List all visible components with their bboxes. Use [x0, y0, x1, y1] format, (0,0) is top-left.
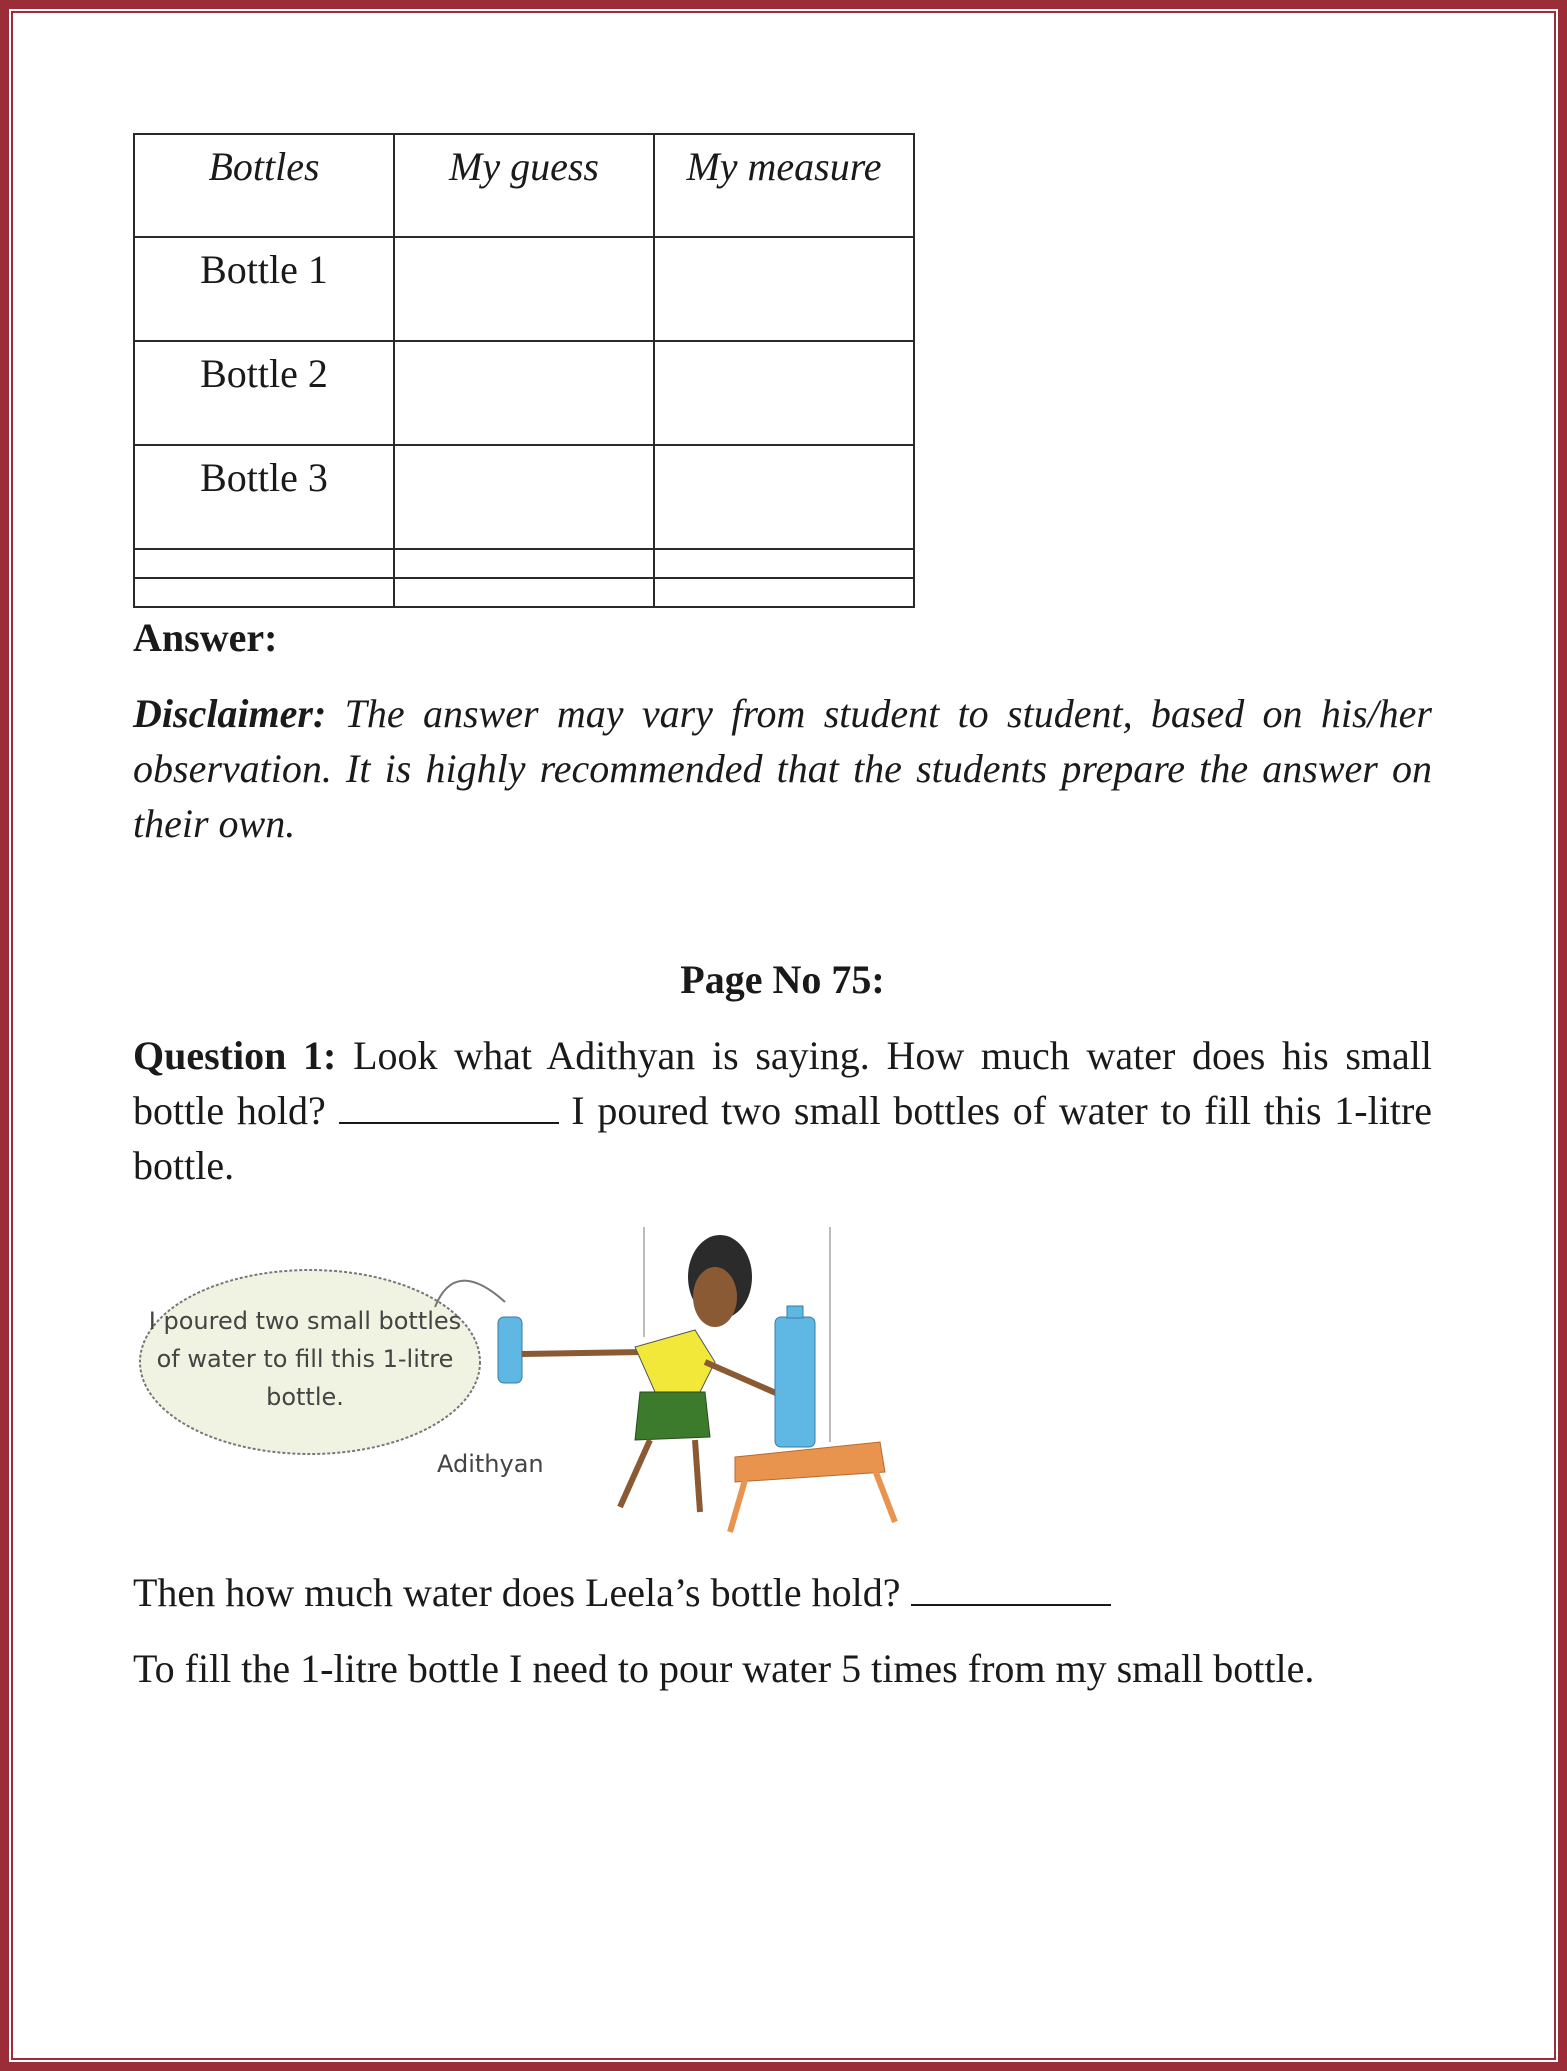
character-name: Adithyan: [437, 1450, 544, 1478]
table-row: [134, 445, 914, 549]
disclaimer: [133, 686, 1432, 851]
measure-cell: [654, 445, 914, 549]
table-row: [134, 237, 914, 341]
bottle-cell: Bottle 2: [134, 341, 394, 445]
header-bottles: Bottles: [134, 134, 394, 237]
question-text-after: I poured two small bottles of water to fill this 1-litre bottle.: [133, 1088, 1433, 1188]
empty-cell: [134, 578, 394, 607]
measure-cell: [654, 341, 914, 445]
header-my-measure: My measure: [654, 134, 914, 237]
speech-bubble-text: I poured two small bottles of water to fill this 1-litre bottle.: [148, 1307, 462, 1411]
leela-statement: To fill the 1-litre bottle I need to pour water 5 times from my small bottle.: [133, 1646, 1315, 1691]
empty-cell: [134, 549, 394, 578]
guess-cell: [394, 445, 654, 549]
answer-blank: [339, 1092, 559, 1124]
empty-row: [134, 578, 914, 607]
measure-cell: [654, 237, 914, 341]
answer-label: [133, 610, 1432, 665]
followup-question: [133, 1565, 1432, 1620]
page-heading: Page No 75:: [680, 957, 885, 1002]
table-header-row: [134, 134, 914, 237]
disclaimer-label: Disclaimer:: [133, 691, 327, 736]
answer-label-text: Answer:: [133, 615, 278, 660]
empty-cell: [394, 578, 654, 607]
empty-row: [134, 549, 914, 578]
bottles-table: [133, 133, 915, 608]
adithyan-illustration: [135, 1212, 915, 1537]
disclaimer-text: The answer may vary from student to student, based on his/her observation. It is highly recommended that the students prepare the answer on their own.: [133, 691, 1432, 846]
empty-cell: [654, 578, 914, 607]
table-row: [134, 341, 914, 445]
followup-text: Then how much water does Leela’s bottle hold?: [133, 1570, 901, 1615]
guess-cell: [394, 341, 654, 445]
guess-cell: [394, 237, 654, 341]
header-my-guess: My guess: [394, 134, 654, 237]
question-1: [133, 1028, 1432, 1193]
question-text: Look what Adithyan is saying. How much water does his small bottle hold?: [133, 1033, 1433, 1133]
bottle-cell: Bottle 3: [134, 445, 394, 549]
empty-cell: [654, 549, 914, 578]
answer-blank: [911, 1574, 1111, 1606]
empty-cell: [394, 549, 654, 578]
bottle-cell: Bottle 1: [134, 237, 394, 341]
question-label: Question 1:: [133, 1033, 337, 1078]
